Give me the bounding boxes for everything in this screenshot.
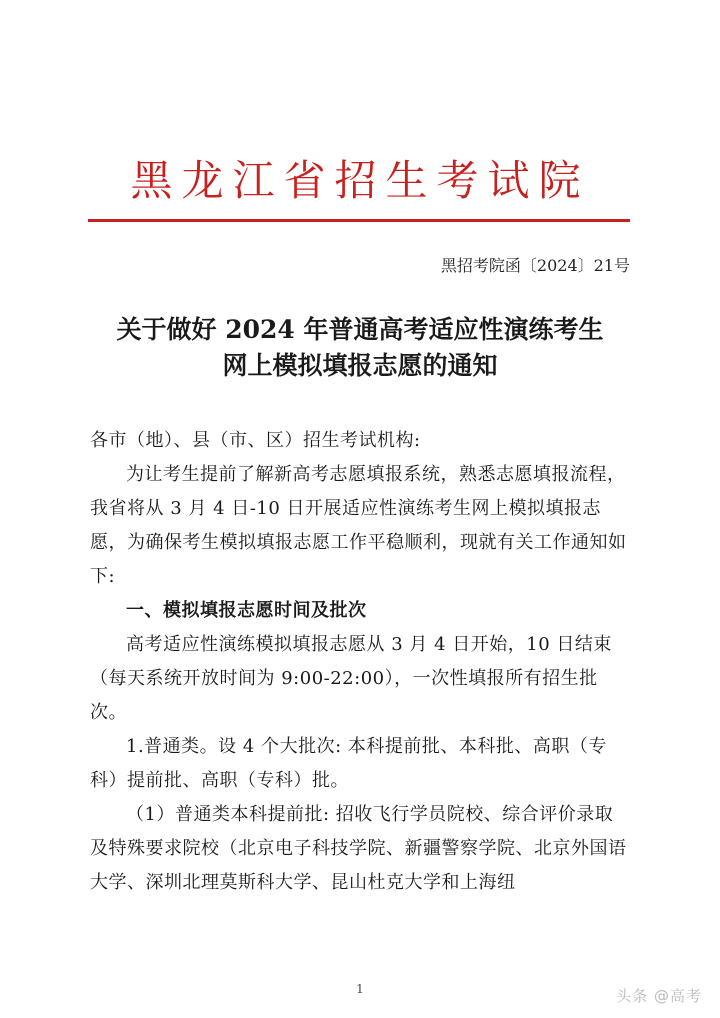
title-line-1: 关于做好 2024 年普通高考适应性演练考生: [116, 315, 604, 344]
document-body: [90, 424, 630, 900]
section-heading-1: 一、模拟填报志愿时间及批次: [126, 600, 367, 621]
salutation: 各市（地）、县（市、区）招生考试机构:: [90, 430, 421, 451]
item-1-sub-1-paragraph: （1）普通类本科提前批: 招收飞行学员院校、综合评价录取及特殊要求院校（北京电子科技学院、新疆警察学院、北京外国语大学、深圳北理莫斯科大学、昆山杜克大学和上海纽: [90, 804, 627, 893]
organization-header: 黑龙江省招生考试院: [130, 156, 590, 205]
title-line-2: 网上模拟填报志愿的通知: [222, 351, 498, 380]
watermark: 头条 @高考: [616, 987, 702, 1005]
intro-paragraph: 为让考生提前了解新高考志愿填报系统，熟悉志愿填报流程，我省将从 3 月 4 日-10 日开展适应性演练考生网上模拟填报志愿，为确保考生模拟填报志愿工作平稳顺利，现就有关工作通知如下:: [90, 464, 627, 587]
document-number: 黑招考院函〔2024〕21号: [440, 256, 630, 275]
document-title: [95, 312, 625, 384]
red-divider-line: [88, 219, 630, 222]
item-1-paragraph: 1.普通类。设 4 个大批次: 本科提前批、本科批、高职（专科）提前批、高职（专科）批。: [90, 736, 607, 791]
section-1-paragraph: 高考适应性演练模拟填报志愿从 3 月 4 日开始，10 日结束（每天系统开放时间为 9:00-22:00），一次性填报所有招生批次。: [90, 634, 612, 723]
page-number: 1: [356, 982, 364, 996]
